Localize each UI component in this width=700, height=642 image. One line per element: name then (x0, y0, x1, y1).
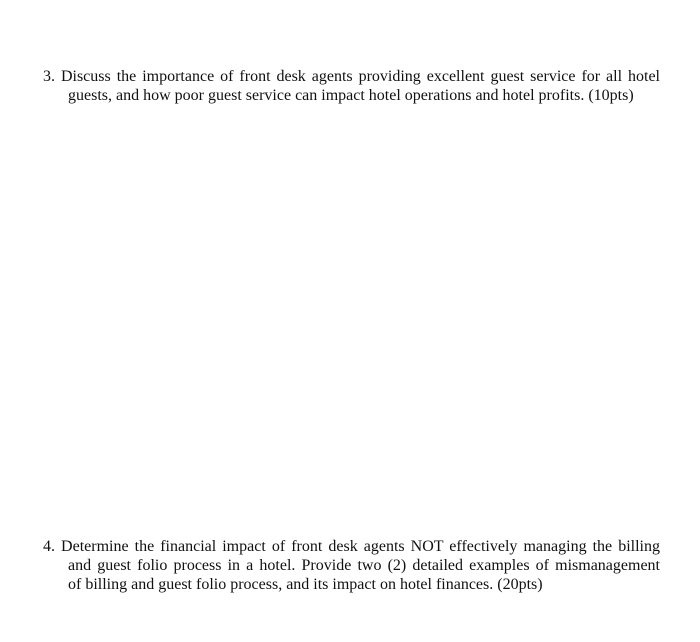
question-3 (43, 67, 660, 105)
question-4 (43, 537, 660, 594)
question-3-line-1: 3. Discuss the importance of front desk agents providing excellent guest service for all hotel (43, 68, 660, 85)
question-4-line-2: and guest folio process in a hotel. Provide two (2) detailed examples of mismanagement (68, 557, 660, 574)
question-4-line-3: of billing and guest folio process, and its impact on hotel finances. (20pts) (68, 576, 543, 593)
question-3-line-2: guests, and how poor guest service can impact hotel operations and hotel profits. (10pts) (68, 87, 634, 104)
question-4-line-1: 4. Determine the financial impact of front desk agents NOT effectively managing the billing (43, 538, 660, 555)
